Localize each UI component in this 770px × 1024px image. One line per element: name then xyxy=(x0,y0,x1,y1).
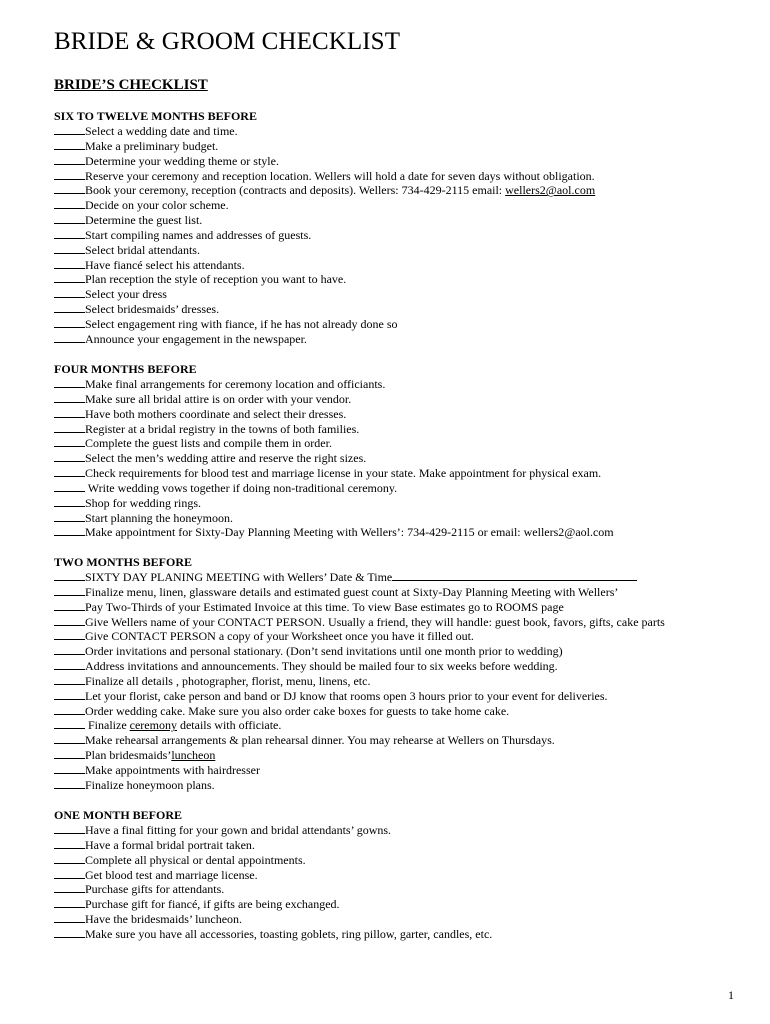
checklist-item: Give Wellers name of your CONTACT PERSON. Usually a friend, they will handle: guest book, favors, gifts, cake parts xyxy=(54,615,754,630)
checkbox-line[interactable] xyxy=(54,213,85,224)
checkbox-line[interactable] xyxy=(54,466,85,477)
checkbox-line[interactable] xyxy=(54,868,85,879)
checkbox-line[interactable] xyxy=(54,139,85,150)
section-heading: ONE MONTH BEFORE xyxy=(54,808,183,822)
checklist-item: Pay Two-Thirds of your Estimated Invoice at this time. To view Base estimates go to ROOMS page xyxy=(54,600,754,615)
checkbox-line[interactable] xyxy=(54,689,85,700)
checklist-item: Select the men’s wedding attire and reserve the right sizes. xyxy=(54,451,754,466)
checklist-item: Make final arrangements for ceremony location and officiants. xyxy=(54,377,754,392)
checklist-item: Have a final fitting for your gown and bridal attendants’ gowns. xyxy=(54,823,754,838)
checkbox-line[interactable] xyxy=(54,154,85,165)
checkbox-line[interactable] xyxy=(54,570,85,581)
section-heading: SIX TO TWELVE MONTHS BEFORE xyxy=(54,109,257,123)
checkbox-line[interactable] xyxy=(54,422,85,433)
checklist-item: Register at a bridal registry in the towns of both families. xyxy=(54,422,754,437)
checkbox-line[interactable] xyxy=(54,317,85,328)
ceremony-underlined: ceremony xyxy=(129,718,177,733)
checklist-item: Make appointments with hairdresser xyxy=(54,763,754,778)
checkbox-line[interactable] xyxy=(54,823,85,834)
checkbox-line[interactable] xyxy=(54,525,85,536)
checkbox-line[interactable] xyxy=(54,600,85,611)
checklist-item: Write wedding vows together if doing non-traditional ceremony. xyxy=(54,481,754,496)
document-title: BRIDE & GROOM CHECKLIST xyxy=(54,28,401,55)
checklist-item: Shop for wedding rings. xyxy=(54,496,754,511)
checklist-item: Make a preliminary budget. xyxy=(54,139,754,154)
checklist-item: Finalize all details , photographer, florist, menu, linens, etc. xyxy=(54,674,754,689)
checkbox-line[interactable] xyxy=(54,912,85,923)
checkbox-line[interactable] xyxy=(54,511,85,522)
checklist-item: Get blood test and marriage license. xyxy=(54,868,754,883)
checkbox-line[interactable] xyxy=(54,124,85,135)
checkbox-line[interactable] xyxy=(54,243,85,254)
checkbox-line[interactable] xyxy=(54,733,85,744)
checklist-item: Purchase gifts for attendants. xyxy=(54,882,754,897)
checkbox-line[interactable] xyxy=(54,644,85,655)
checklist-item: Select bridesmaids’ dresses. xyxy=(54,302,754,317)
checkbox-line[interactable] xyxy=(54,615,85,626)
checklist-item: Reserve your ceremony and reception location. Wellers will hold a date for seven days without obligation. xyxy=(54,169,754,184)
checkbox-line[interactable] xyxy=(54,377,85,388)
checkbox-line[interactable] xyxy=(54,481,85,492)
section-heading: TWO MONTHS BEFORE xyxy=(54,555,193,569)
checkbox-line[interactable] xyxy=(54,496,85,507)
luncheon-underlined: luncheon xyxy=(171,748,216,763)
checklist-item: Have the bridesmaids’ luncheon. xyxy=(54,912,754,927)
checkbox-line[interactable] xyxy=(54,392,85,403)
checklist-item: Finalize ceremony details with officiate. xyxy=(54,718,754,733)
checkbox-line[interactable] xyxy=(54,882,85,893)
checkbox-line[interactable] xyxy=(54,659,85,670)
checkbox-line[interactable] xyxy=(54,407,85,418)
checklist-item: Plan reception the style of reception you want to have. xyxy=(54,272,754,287)
checklist-item: Determine your wedding theme or style. xyxy=(54,154,754,169)
checklist-item: Decide on your color scheme. xyxy=(54,198,754,213)
checklist-item: Make sure you have all accessories, toasting goblets, ring pillow, garter, candles, etc. xyxy=(54,927,754,942)
checkbox-line[interactable] xyxy=(54,704,85,715)
checkbox-line[interactable] xyxy=(54,198,85,209)
checkbox-line[interactable] xyxy=(54,897,85,908)
checkbox-line[interactable] xyxy=(54,332,85,343)
section-heading: FOUR MONTHS BEFORE xyxy=(54,362,197,376)
checklist-item: Complete the guest lists and compile them in order. xyxy=(54,436,754,451)
brides-checklist-heading: BRIDE’S CHECKLIST xyxy=(54,77,208,93)
checklist-item: Book your ceremony, reception (contracts and deposits). Wellers: 734-429-2115 email: wellers2@aol.com xyxy=(54,183,754,198)
checklist-item: Have fiancé select his attendants. xyxy=(54,258,754,273)
checkbox-line[interactable] xyxy=(54,838,85,849)
checklist-item: Start planning the honeymoon. xyxy=(54,511,754,526)
checkbox-line[interactable] xyxy=(54,287,85,298)
checklist-item: Finalize honeymoon plans. xyxy=(54,778,754,793)
checkbox-line[interactable] xyxy=(54,258,85,269)
checkbox-line[interactable] xyxy=(54,927,85,938)
checklist-item: Start compiling names and addresses of guests. xyxy=(54,228,754,243)
checklist-item: Let your florist, cake person and band or DJ know that rooms open 3 hours prior to your event for deliveries. xyxy=(54,689,754,704)
date-time-blank[interactable] xyxy=(392,570,637,581)
checklist-item: Determine the guest list. xyxy=(54,213,754,228)
checklist-item: Order wedding cake. Make sure you also order cake boxes for guests to take home cake. xyxy=(54,704,754,719)
section-one-month xyxy=(54,808,754,942)
checklist-item: Check requirements for blood test and marriage license in your state. Make appointment for physical exam. xyxy=(54,466,754,481)
checkbox-line[interactable] xyxy=(54,778,85,789)
checklist-item: Select bridal attendants. xyxy=(54,243,754,258)
checkbox-line[interactable] xyxy=(54,629,85,640)
checkbox-line[interactable] xyxy=(54,169,85,180)
checkbox-line[interactable] xyxy=(54,302,85,313)
checklist-item: Give CONTACT PERSON a copy of your Worksheet once you have it filled out. xyxy=(54,629,754,644)
checklist-item: Make appointment for Sixty-Day Planning Meeting with Wellers’: 734-429-2115 or email: wellers2@aol.com xyxy=(54,525,754,540)
checklist-item: Complete all physical or dental appointments. xyxy=(54,853,754,868)
section-four-months xyxy=(54,362,754,540)
checklist-item: Make rehearsal arrangements & plan rehearsal dinner. You may rehearse at Wellers on Thursdays. xyxy=(54,733,754,748)
checklist-item: Select your dress xyxy=(54,287,754,302)
checklist-item: Have a formal bridal portrait taken. xyxy=(54,838,754,853)
checkbox-line[interactable] xyxy=(54,228,85,239)
checkbox-line[interactable] xyxy=(54,272,85,283)
checkbox-line[interactable] xyxy=(54,748,85,759)
checkbox-line[interactable] xyxy=(54,763,85,774)
checkbox-line[interactable] xyxy=(54,451,85,462)
checkbox-line[interactable] xyxy=(54,718,85,729)
checklist-item: Select a wedding date and time. xyxy=(54,124,754,139)
checklist-item: SIXTY DAY PLANING MEETING with Wellers’ Date & Time xyxy=(54,570,754,585)
checklist-item: Make sure all bridal attire is on order with your vendor. xyxy=(54,392,754,407)
checklist-item: Have both mothers coordinate and select their dresses. xyxy=(54,407,754,422)
checklist-item: Address invitations and announcements. They should be mailed four to six weeks before wedding. xyxy=(54,659,754,674)
section-six-to-twelve-months xyxy=(54,109,754,347)
checkbox-line[interactable] xyxy=(54,436,85,447)
page-number: 1 xyxy=(728,988,734,1002)
checkbox-line[interactable] xyxy=(54,674,85,685)
checklist-item: Select engagement ring with fiance, if he has not already done so xyxy=(54,317,754,332)
checklist-item: Purchase gift for fiancé, if gifts are being exchanged. xyxy=(54,897,754,912)
checkbox-line[interactable] xyxy=(54,853,85,864)
checklist-item: Plan bridesmaids’luncheon xyxy=(54,748,754,763)
email-link[interactable]: wellers2@aol.com xyxy=(505,183,596,198)
checklist-item: Order invitations and personal stationary. (Don’t send invitations until one month prior to wedding) xyxy=(54,644,754,659)
checkbox-line[interactable] xyxy=(54,585,85,596)
section-two-months xyxy=(54,555,754,793)
checkbox-line[interactable] xyxy=(54,183,85,194)
checklist-item: Finalize menu, linen, glassware details and estimated guest count at Sixty-Day Planning Meeting with Wellers’ xyxy=(54,585,754,600)
checklist-item: Announce your engagement in the newspaper. xyxy=(54,332,754,347)
